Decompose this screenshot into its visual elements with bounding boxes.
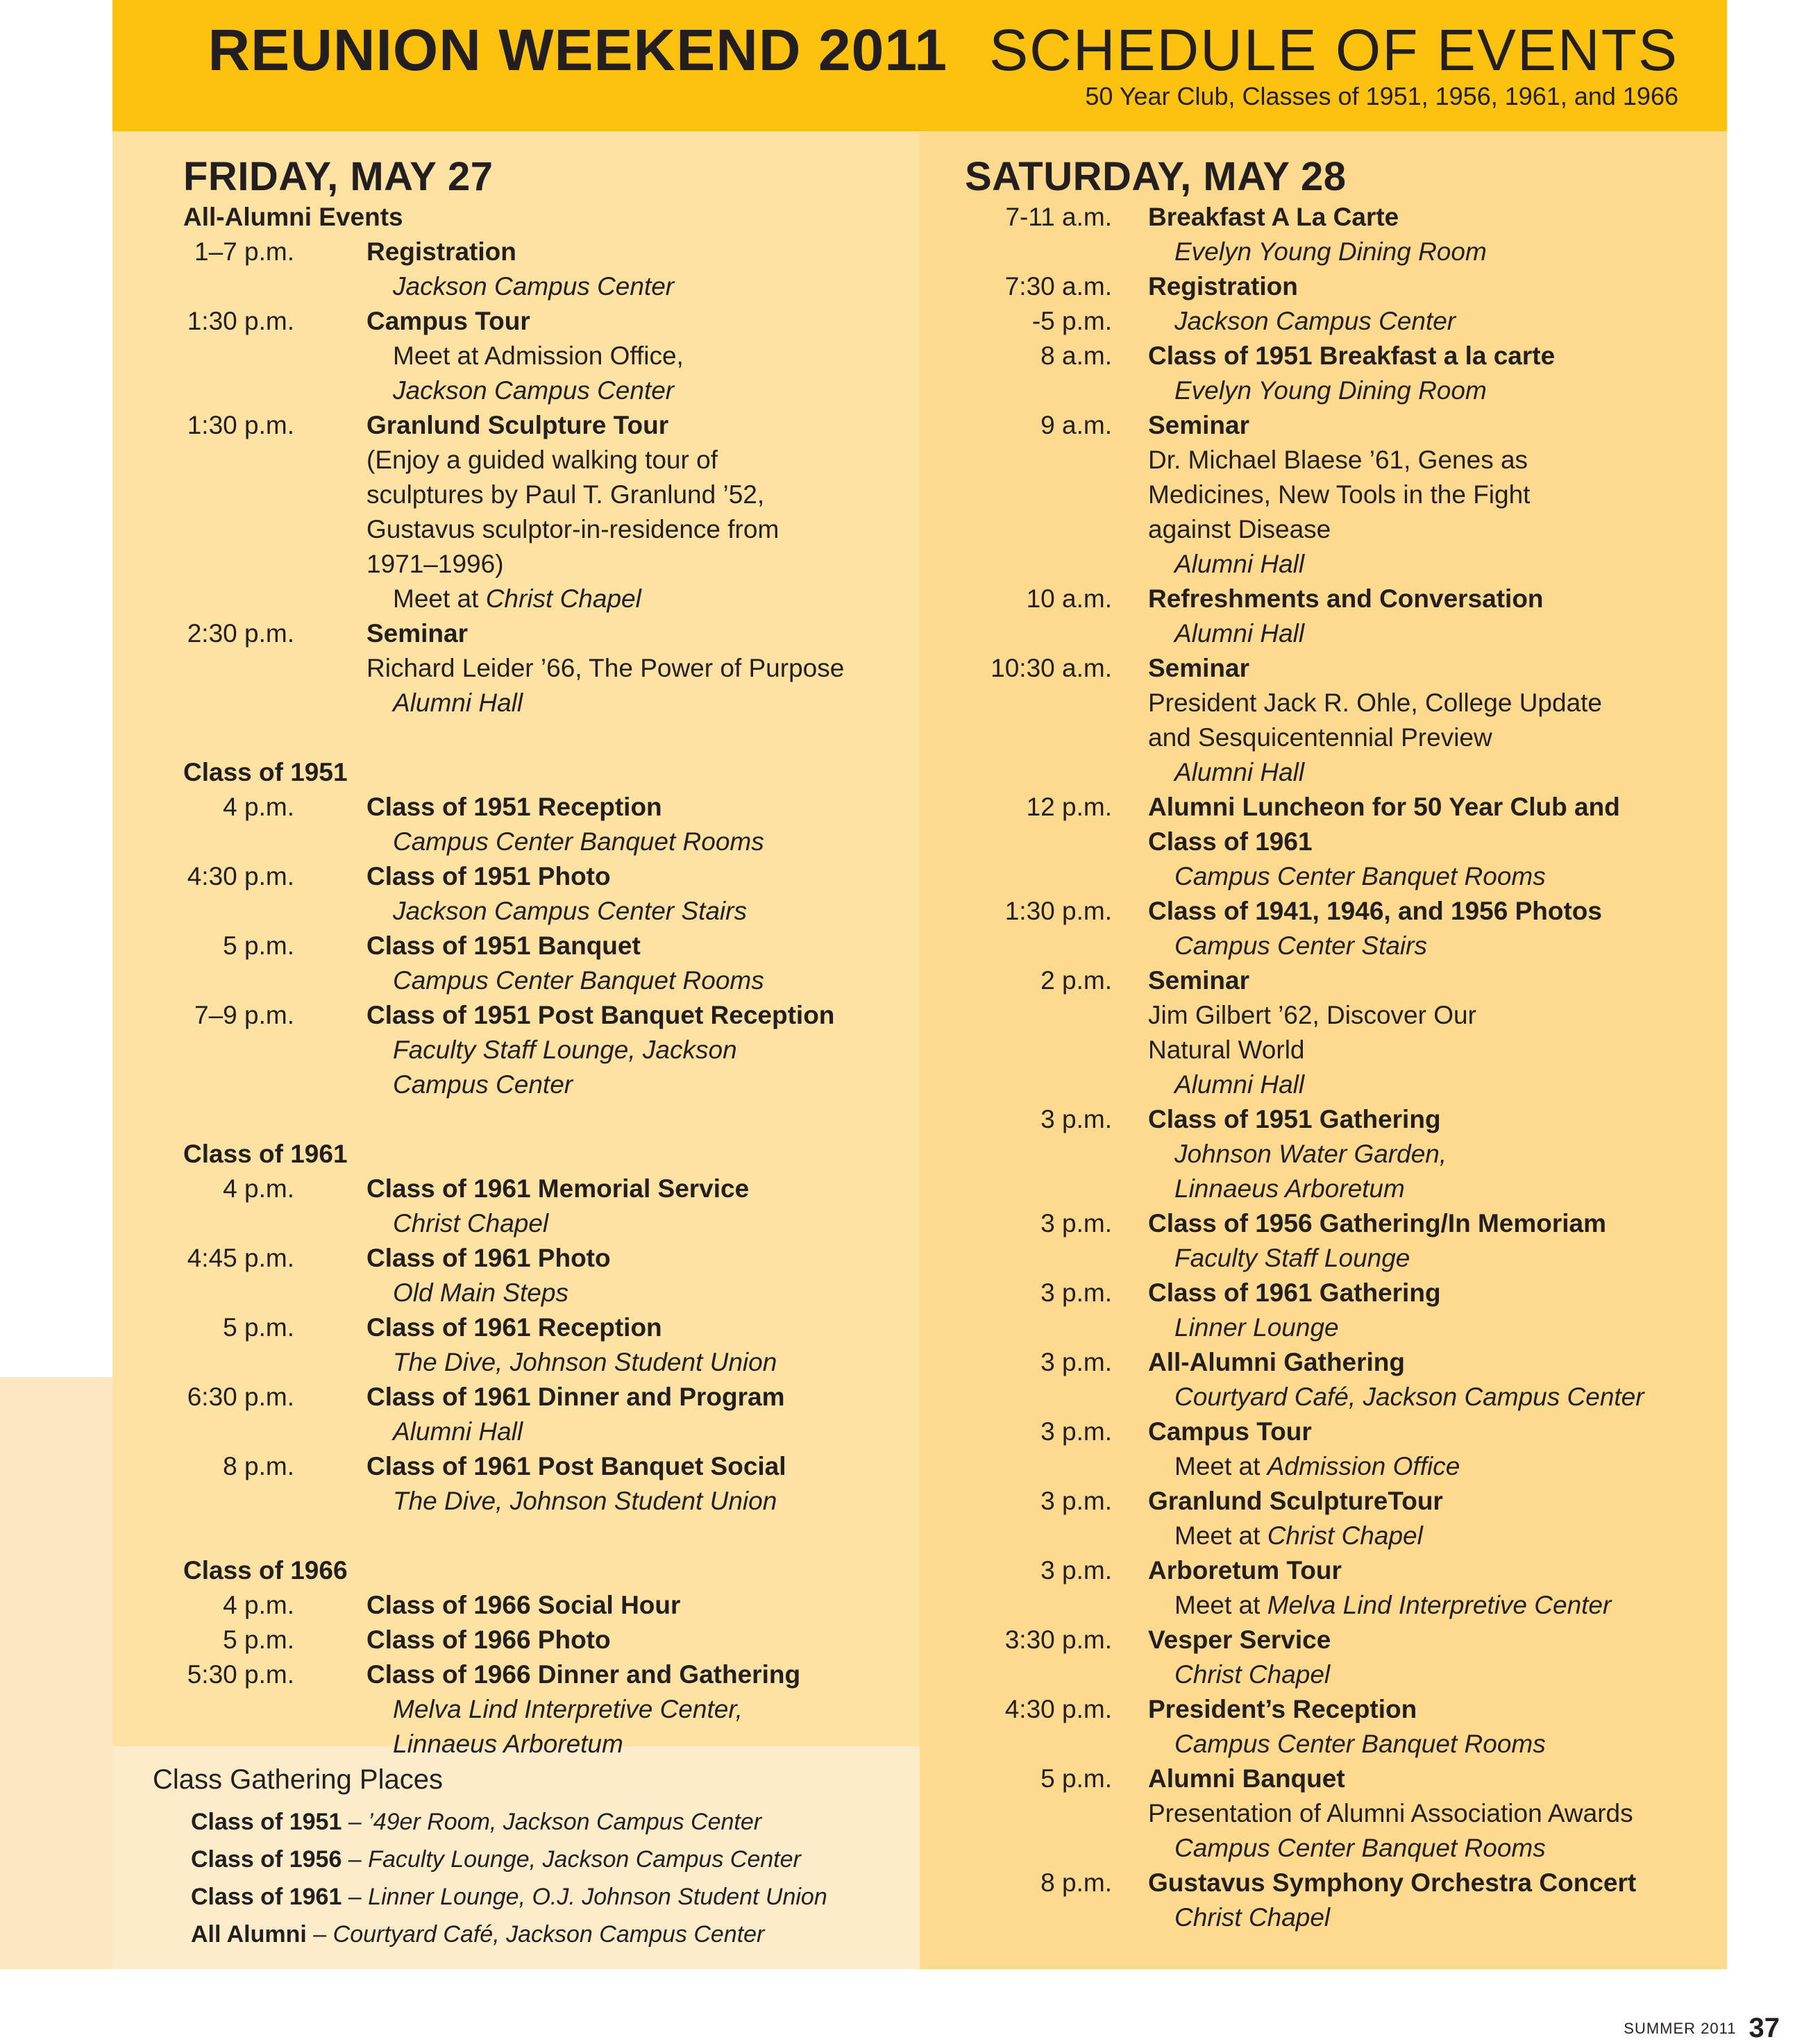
meet-place: Christ Chapel (485, 584, 641, 613)
event-meeting-point (1148, 1449, 1714, 1484)
event-description: Medicines, New Tools in the Fight (1148, 480, 1531, 509)
event-title: Alumni Banquet (1148, 1764, 1345, 1793)
event-time: 5 p.m. (223, 1625, 294, 1654)
schedule-event (965, 269, 1714, 339)
title-light: SCHEDULE OF EVENTS (989, 17, 1678, 83)
event-title: Campus Tour (1148, 1417, 1312, 1446)
event-location: Evelyn Young Dining Room (1174, 237, 1487, 266)
schedule-event (183, 1623, 905, 1657)
page-number: 37 (1748, 2013, 1780, 2043)
event-title: Class of 1961 Reception (366, 1313, 662, 1342)
schedule-event (183, 1310, 905, 1380)
gathering-class: Class of 1951 (191, 1809, 342, 1835)
event-time: 2 p.m. (1040, 966, 1112, 995)
schedule-event (183, 1588, 905, 1623)
event-title: Class of 1961 Dinner and Program (366, 1383, 785, 1411)
schedule-event (965, 1206, 1714, 1276)
event-title: Class of 1966 Social Hour (366, 1591, 681, 1619)
header-banner (112, 0, 1727, 131)
gathering-place-item: Class of 1961 – Linner Lounge, O.J. Johnson Student Union (191, 1884, 827, 1910)
footer-season: SUMMER 2011 (1624, 2019, 1737, 2037)
meet-prefix: Meet at (1174, 1521, 1261, 1550)
event-meeting-point (1148, 1519, 1714, 1553)
schedule-event (965, 1276, 1714, 1345)
event-title: Granlund SculptureTour (1148, 1487, 1443, 1515)
event-time: 10 a.m. (1026, 584, 1112, 613)
event-time: 1:30 p.m. (187, 411, 294, 439)
event-title-cont: Class of 1961 (1148, 827, 1313, 856)
event-location: Alumni Hall (1174, 758, 1305, 786)
schedule-event (183, 929, 905, 998)
event-location: Christ Chapel (1174, 1660, 1331, 1689)
event-location: Campus Center Banquet Rooms (1174, 862, 1546, 890)
event-time: 4:30 p.m. (187, 862, 294, 890)
event-title: Class of 1951 Gathering (1148, 1105, 1441, 1133)
schedule-event (965, 1553, 1714, 1623)
event-location: Linner Lounge (1174, 1313, 1339, 1342)
saturday-schedule (965, 200, 1714, 1935)
section-heading: Class of 1961 (183, 1140, 348, 1168)
schedule-event (965, 651, 1714, 790)
gathering-place-item: All Alumni – Courtyard Café, Jackson Campus Center (191, 1921, 765, 1948)
event-location: The Dive, Johnson Student Union (393, 1487, 777, 1515)
event-time: 1–7 p.m. (194, 237, 294, 266)
event-location: Jackson Campus Center (393, 272, 675, 301)
saturday-heading: SATURDAY, MAY 28 (965, 154, 1347, 199)
schedule-event (183, 790, 905, 859)
schedule-event (965, 408, 1714, 582)
schedule-event (183, 1241, 905, 1310)
event-description: 1971–1996) (366, 550, 504, 578)
event-location: Linnaeus Arboretum (393, 1730, 623, 1758)
gathering-place: Faculty Lounge, Jackson Campus Center (368, 1846, 801, 1873)
event-description: against Disease (1148, 515, 1331, 543)
event-title: Class of 1951 Post Banquet Reception (366, 1001, 835, 1029)
event-time-start: 7:30 a.m. (1004, 272, 1112, 301)
meet-place: Melva Lind Interpretive Center (1267, 1591, 1612, 1619)
schedule-event (965, 1762, 1714, 1866)
event-description: Dr. Michael Blaese ’61, Genes as (1148, 446, 1528, 474)
event-title: Alumni Luncheon for 50 Year Club and (1148, 793, 1620, 821)
event-location: Faculty Staff Lounge, Jackson (393, 1036, 737, 1064)
event-location: Campus Center Stairs (1174, 931, 1427, 960)
gathering-place: ’49er Room, Jackson Campus Center (368, 1809, 762, 1835)
event-location: Christ Chapel (1174, 1903, 1331, 1932)
event-description: President Jack R. Ohle, College Update (1148, 689, 1603, 717)
event-time: 8 p.m. (223, 1452, 294, 1480)
event-location: Campus Center Banquet Rooms (393, 827, 764, 856)
event-description: Natural World (1148, 1036, 1305, 1064)
schedule-event (183, 235, 905, 304)
gathering-places-list (191, 1803, 827, 1953)
schedule-event (965, 1414, 1714, 1484)
event-description: and Sesquicentennial Preview (1148, 723, 1492, 752)
gathering-place: Courtyard Café, Jackson Campus Center (332, 1921, 765, 1948)
event-title: Breakfast A La Carte (1148, 203, 1399, 231)
schedule-event (965, 1484, 1714, 1553)
event-time-end: -5 p.m. (1031, 307, 1112, 335)
page-footer (1624, 2013, 1780, 2044)
gathering-place-item: Class of 1956 – Faculty Lounge, Jackson Campus Center (191, 1846, 801, 1873)
schedule-event (965, 790, 1714, 894)
schedule-event (183, 616, 905, 720)
event-description: Presentation of Alumni Association Awards (1148, 1799, 1633, 1827)
event-location: Jackson Campus Center Stairs (393, 897, 747, 925)
event-time: 3 p.m. (1040, 1487, 1112, 1515)
event-time: 4 p.m. (223, 793, 294, 821)
event-location: Campus Center Banquet Rooms (393, 966, 764, 995)
event-time: 1:30 p.m. (187, 307, 294, 335)
section-heading: Class of 1951 (183, 758, 348, 786)
event-title: Class of 1961 Photo (366, 1244, 611, 1272)
meet-place: Christ Chapel (1267, 1521, 1423, 1550)
event-time: 3 p.m. (1040, 1278, 1112, 1307)
event-title: All-Alumni Gathering (1148, 1348, 1405, 1376)
event-title: Class of 1961 Post Banquet Social (366, 1452, 786, 1480)
schedule-event (965, 1345, 1714, 1414)
event-time: 5 p.m. (223, 931, 294, 960)
meet-place: Admission Office (1267, 1452, 1460, 1480)
event-time: 1:30 p.m. (1004, 897, 1112, 925)
event-location: Campus Center (393, 1070, 573, 1099)
schedule-event (183, 1380, 905, 1449)
gathering-places-title: Class Gathering Places (153, 1764, 443, 1795)
friday-heading: FRIDAY, MAY 27 (183, 154, 494, 199)
gathering-place-item: Class of 1951 – ’49er Room, Jackson Campus Center (191, 1809, 762, 1835)
event-time: 12 p.m. (1026, 793, 1112, 821)
event-title: Class of 1941, 1946, and 1956 Photos (1148, 897, 1602, 925)
schedule-event (965, 894, 1714, 963)
event-time: 3:30 p.m. (1004, 1625, 1112, 1654)
event-location: Linnaeus Arboretum (1174, 1174, 1405, 1203)
event-title: Seminar (1148, 966, 1250, 995)
event-title: Seminar (1148, 411, 1250, 439)
event-time: 3 p.m. (1040, 1105, 1112, 1133)
meet-prefix: Meet at (393, 584, 479, 613)
schedule-event (965, 339, 1714, 408)
meet-prefix: Meet at (1174, 1591, 1261, 1619)
event-title: Class of 1951 Banquet (366, 931, 641, 960)
event-time: 5:30 p.m. (187, 1660, 294, 1689)
event-location: Campus Center Banquet Rooms (1174, 1730, 1546, 1758)
event-description: Jim Gilbert ’62, Discover Our (1148, 1001, 1476, 1029)
event-time: 3 p.m. (1040, 1209, 1112, 1238)
event-title: Campus Tour (366, 307, 530, 335)
page-edge-tab (0, 1377, 112, 1969)
event-description: sculptures by Paul T. Granlund ’52, (366, 480, 765, 509)
event-title: Seminar (1148, 654, 1250, 682)
event-location: Alumni Hall (1174, 619, 1305, 648)
event-location: The Dive, Johnson Student Union (393, 1348, 777, 1376)
event-location: Old Main Steps (393, 1278, 568, 1307)
event-title: Class of 1951 Reception (366, 793, 662, 821)
schedule-event (183, 998, 905, 1102)
schedule-event (965, 1623, 1714, 1692)
event-title: Class of 1956 Gathering/In Memoriam (1148, 1209, 1607, 1238)
section-heading: All-Alumni Events (183, 203, 403, 231)
event-location: Evelyn Young Dining Room (1174, 376, 1487, 405)
event-location: Jackson Campus Center (1174, 307, 1456, 335)
event-time: 4:30 p.m. (1004, 1695, 1112, 1723)
schedule-event (183, 304, 905, 408)
schedule-event (183, 408, 905, 616)
event-location: Jackson Campus Center (393, 376, 675, 405)
schedule-event (965, 963, 1714, 1102)
event-time: 4 p.m. (223, 1591, 294, 1619)
title-bold: REUNION WEEKEND 2011 (208, 17, 948, 83)
event-description: (Enjoy a guided walking tour of (366, 446, 718, 474)
event-time: 7–9 p.m. (194, 1001, 294, 1029)
schedule-event (183, 859, 905, 929)
schedule-event (965, 1692, 1714, 1762)
event-time: 10:30 a.m. (991, 654, 1112, 682)
event-time: 5 p.m. (1040, 1764, 1112, 1793)
event-time (932, 269, 1112, 339)
page-subtitle: 50 Year Club, Classes of 1951, 1956, 1961, and 1966 (1085, 82, 1678, 110)
event-title: Class of 1951 Photo (366, 862, 611, 890)
event-title: President’s Reception (1148, 1695, 1417, 1723)
event-description: Gustavus sculptor-in-residence from (366, 515, 779, 543)
event-time: 7-11 a.m. (1005, 203, 1112, 231)
event-time: 2:30 p.m. (187, 619, 294, 648)
schedule-event (183, 1657, 905, 1762)
event-meeting-point: Meet at Admission Office, (393, 341, 684, 370)
event-location: Courtyard Café, Jackson Campus Center (1174, 1383, 1644, 1411)
friday-schedule (183, 200, 905, 1762)
schedule-event (965, 1102, 1714, 1206)
event-location: Alumni Hall (393, 1417, 523, 1446)
event-title: Seminar (366, 619, 469, 648)
gathering-class: All Alumni (191, 1921, 307, 1948)
schedule-event (965, 582, 1714, 651)
page-title (208, 15, 1678, 85)
event-title: Class of 1961 Gathering (1148, 1278, 1441, 1307)
event-title: Granlund Sculpture Tour (366, 411, 669, 439)
event-time: 4:45 p.m. (187, 1244, 294, 1272)
event-time: 3 p.m. (1040, 1556, 1112, 1585)
event-location: Christ Chapel (393, 1209, 549, 1238)
event-title: Class of 1966 Dinner and Gathering (366, 1660, 801, 1689)
section-heading: Class of 1966 (183, 1556, 348, 1585)
event-title: Registration (366, 237, 516, 266)
event-time: 3 p.m. (1040, 1417, 1112, 1446)
schedule-event (183, 1449, 905, 1519)
event-title: Class of 1951 Breakfast a la carte (1148, 341, 1556, 370)
meet-prefix: Meet at (1174, 1452, 1261, 1480)
event-time: 8 p.m. (1040, 1868, 1112, 1897)
event-location: Campus Center Banquet Rooms (1174, 1834, 1546, 1862)
event-location: Alumni Hall (1174, 550, 1305, 578)
event-time: 6:30 p.m. (187, 1383, 294, 1411)
event-title: Class of 1966 Photo (366, 1625, 611, 1654)
event-time: 5 p.m. (223, 1313, 294, 1342)
event-title: Gustavus Symphony Orchestra Concert (1148, 1868, 1637, 1897)
event-meeting-point (1148, 1588, 1714, 1623)
event-meeting-point (366, 582, 905, 616)
schedule-event (965, 200, 1714, 269)
event-location: Johnson Water Garden, (1174, 1140, 1447, 1168)
event-location: Faculty Staff Lounge (1174, 1244, 1410, 1272)
gathering-place: Linner Lounge, O.J. Johnson Student Union (368, 1884, 827, 1910)
gathering-class: Class of 1961 (191, 1884, 342, 1910)
event-location: Alumni Hall (393, 689, 523, 717)
event-title: Refreshments and Conversation (1148, 584, 1544, 613)
event-title: Vesper Service (1148, 1625, 1331, 1654)
gathering-class: Class of 1956 (191, 1846, 342, 1873)
event-location: Melva Lind Interpretive Center, (393, 1695, 743, 1723)
event-description: Richard Leider ’66, The Power of Purpose (366, 654, 845, 682)
event-time: 9 a.m. (1040, 411, 1112, 439)
schedule-event (965, 1866, 1714, 1935)
schedule-event (183, 1172, 905, 1241)
event-title: Registration (1148, 272, 1298, 301)
event-time: 4 p.m. (223, 1174, 294, 1203)
event-title: Arboretum Tour (1148, 1556, 1342, 1585)
event-time: 8 a.m. (1040, 341, 1112, 370)
event-title: Class of 1961 Memorial Service (366, 1174, 750, 1203)
event-location: Alumni Hall (1174, 1070, 1305, 1099)
event-time: 3 p.m. (1040, 1348, 1112, 1376)
